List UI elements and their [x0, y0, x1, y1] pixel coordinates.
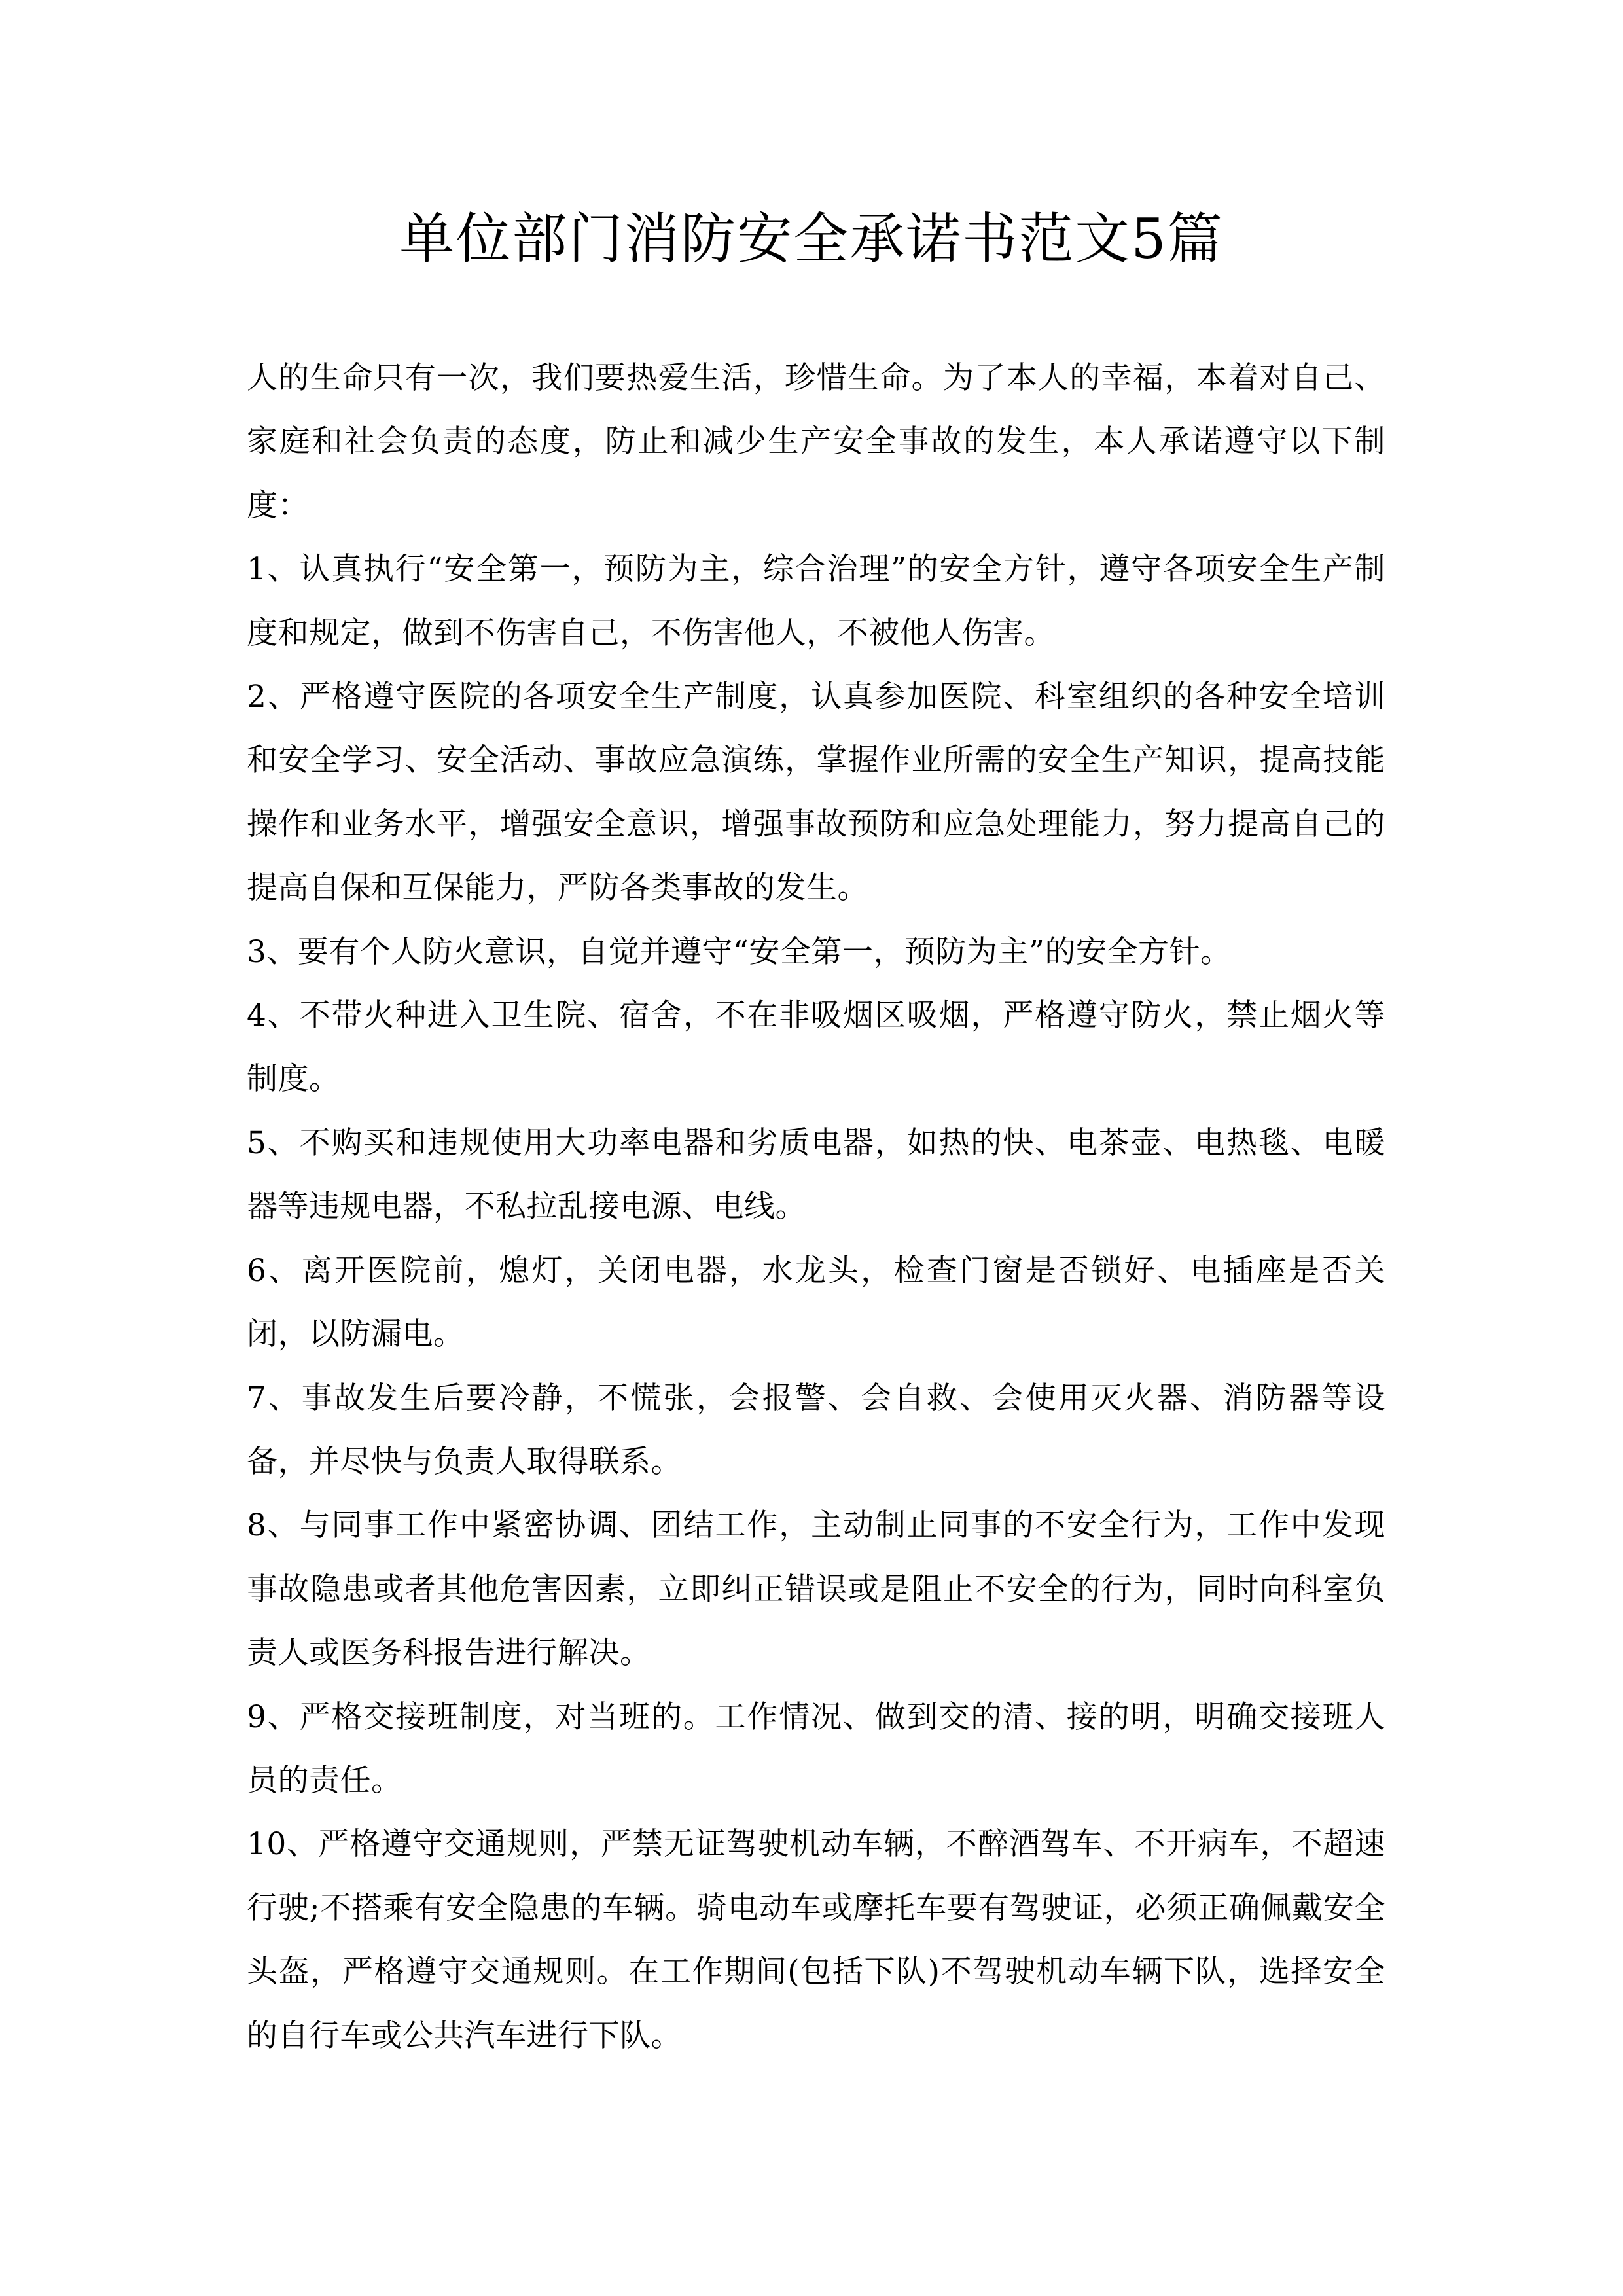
clause-6: 6、离开医院前，熄灯，关闭电器，水龙头，检查门窗是否锁好、电插座是否关闭，以防漏电。: [247, 1252, 1385, 1353]
clause-4: 4、不带火种进入卫生院、宿舍，不在非吸烟区吸烟，严格遵守防火，禁止烟火等制度。: [247, 997, 1385, 1098]
intro-paragraph: 人的生命只有一次，我们要热爱生活，珍惜生命。为了本人的幸福，本着对自己、家庭和社会负责的态度，防止和减少生产安全事故的发生，本人承诺遵守以下制度：: [247, 360, 1385, 524]
clause-10: 10、严格遵守交通规则，严禁无证驾驶机动车辆，不醉酒驾车、不开病车，不超速行驶;不搭乘有安全隐患的车辆。骑电动车或摩托车要有驾驶证，必须正确佩戴安全头盔，严格遵守交通规则。在工作期间(包括下队)不驾驶机动车辆下队，选择安全的自行车或公共汽车进行下队。: [247, 1826, 1385, 2054]
document-title: 单位部门消防安全承诺书范文5篇: [399, 207, 1224, 271]
clause-5: 5、不购买和违规使用大功率电器和劣质电器，如热的快、电茶壶、电热毯、电暖器等违规电器，不私拉乱接电源、电线。: [247, 1124, 1385, 1225]
clause-2: 2、严格遵守医院的各项安全生产制度，认真参加医院、科室组织的各种安全培训和安全学习、安全活动、事故应急演练，掌握作业所需的安全生产知识，提高技能操作和业务水平，增强安全意识，增强事故预防和应急处理能力，努力提高自己的提高自保和互保能力，严防各类事故的发生。: [247, 679, 1385, 906]
clause-1: 1、认真执行“安全第一，预防为主，综合治理”的安全方针，遵守各项安全生产制度和规定，做到不伤害自己，不伤害他人，不被他人伤害。: [247, 551, 1385, 651]
document-body: [247, 346, 1385, 2068]
clause-7: 7、事故发生后要冷静，不慌张，会报警、会自救、会使用灭火器、消防器等设备，并尽快与负责人取得联系。: [247, 1380, 1385, 1480]
clause-9: 9、严格交接班制度，对当班的。工作情况、做到交的清、接的明，明确交接班人员的责任。: [247, 1698, 1385, 1799]
clause-8: 8、与同事工作中紧密协调、团结工作，主动制止同事的不安全行为，工作中发现事故隐患或者其他危害因素，立即纠正错误或是阻止不安全的行为，同时向科室负责人或医务科报告进行解决。: [247, 1507, 1385, 1672]
clause-3: 3、要有个人防火意识，自觉并遵守“安全第一，预防为主”的安全方针。: [247, 933, 1232, 970]
